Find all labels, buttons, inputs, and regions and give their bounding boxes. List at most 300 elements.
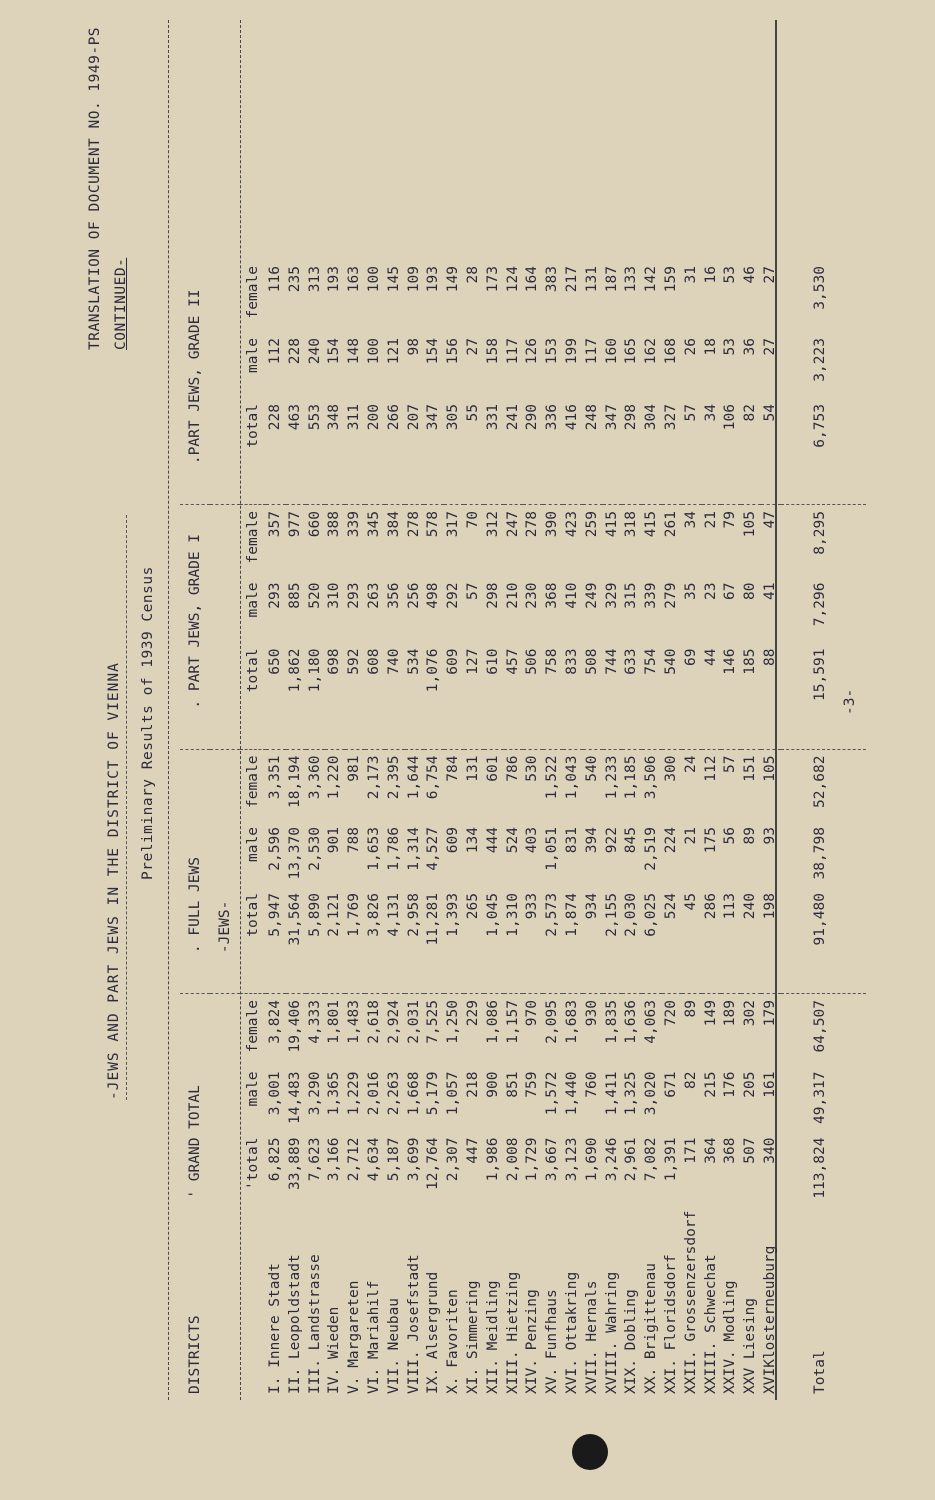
column-gap	[325, 470, 345, 505]
column-subheader: male	[245, 338, 261, 373]
value-cell: 44	[702, 648, 719, 667]
table-row	[345, 260, 365, 1400]
table-top-rule	[168, 20, 169, 1400]
value-cell: 315	[623, 582, 640, 609]
value-cell: 3,123	[563, 1137, 580, 1182]
value-cell: 786	[504, 755, 521, 782]
value-cell: 2,924	[385, 1000, 402, 1044]
column-gap	[266, 470, 286, 505]
column-gap	[622, 715, 642, 750]
district-name: XXIII. Schwechat	[702, 1254, 719, 1394]
value-cell: 553	[306, 404, 323, 431]
column-gap	[622, 470, 642, 505]
column-gap	[444, 959, 464, 994]
value-cell: 524	[504, 827, 521, 854]
value-cell: 228	[267, 404, 283, 431]
value-cell: 57	[722, 755, 739, 774]
column-gap	[464, 959, 484, 994]
value-cell: 1,986	[484, 1137, 501, 1182]
value-cell: 6,754	[425, 755, 442, 800]
district-name: XVII. Hernals	[583, 1280, 600, 1394]
value-cell: 126	[524, 338, 541, 365]
district-name: XVIKlosterneuburg	[761, 1245, 778, 1394]
value-cell: 154	[326, 338, 343, 365]
value-cell: 410	[563, 582, 580, 609]
value-cell: 934	[583, 893, 600, 920]
value-cell: 633	[623, 648, 640, 675]
value-cell: 164	[524, 266, 541, 293]
column-subheader: female	[245, 1000, 261, 1053]
column-gap	[781, 715, 866, 750]
column-gap	[642, 470, 662, 505]
value-cell: 109	[405, 266, 422, 293]
value-cell: 2,016	[365, 1071, 382, 1116]
value-cell: 293	[346, 582, 363, 609]
column-gap	[682, 715, 702, 750]
value-cell: 457	[504, 648, 521, 675]
column-gap	[583, 715, 603, 750]
table-row	[424, 260, 444, 1400]
value-cell: 384	[385, 511, 402, 538]
value-cell: 1,769	[346, 893, 363, 937]
value-cell: 1,801	[326, 1000, 343, 1044]
value-cell: 159	[662, 266, 679, 293]
value-cell: 131	[583, 266, 600, 293]
value-cell: 1,051	[544, 827, 561, 871]
value-cell: 340	[761, 1137, 778, 1164]
table-row	[662, 260, 682, 1400]
districts-header: DISTRICTS	[187, 1315, 203, 1394]
value-cell: 293	[267, 582, 283, 609]
value-cell: 2,618	[365, 1000, 382, 1044]
value-cell: 1,057	[445, 1071, 462, 1116]
value-cell: 179	[761, 1000, 778, 1027]
value-cell: 1,180	[306, 648, 323, 693]
value-cell: 759	[524, 1071, 541, 1098]
column-gap	[444, 715, 464, 750]
column-gap	[543, 470, 563, 505]
value-cell: 300	[662, 755, 679, 782]
column-subheader: male	[245, 827, 261, 862]
value-cell: 885	[286, 582, 303, 609]
column-gap	[721, 959, 741, 994]
column-gap	[741, 959, 761, 994]
value-cell: 3,223	[811, 338, 828, 382]
value-cell: 3,001	[267, 1071, 283, 1116]
value-cell: 3,351	[267, 755, 283, 800]
table-row	[405, 260, 425, 1400]
value-cell: 403	[524, 827, 541, 854]
value-cell: 26	[682, 338, 699, 356]
column-gap	[682, 959, 702, 994]
punch-hole	[572, 1434, 608, 1470]
value-cell: 154	[425, 338, 442, 365]
value-cell: 266	[385, 404, 402, 431]
value-cell: 148	[346, 338, 363, 365]
value-cell: 3,166	[326, 1137, 343, 1182]
total-label: Total	[811, 1350, 828, 1394]
column-gap	[721, 715, 741, 750]
value-cell: 368	[722, 1137, 739, 1164]
value-cell: 27	[761, 266, 778, 284]
value-cell: 1,835	[603, 1000, 620, 1044]
column-gap	[563, 959, 583, 994]
value-cell: 506	[524, 648, 541, 675]
value-cell: 241	[504, 404, 521, 431]
value-cell: 112	[267, 338, 283, 365]
value-cell: 2,095	[544, 1000, 561, 1044]
value-cell: 2,596	[267, 827, 283, 871]
column-gap	[484, 470, 504, 505]
value-cell: 2,958	[405, 893, 422, 937]
value-cell: 540	[583, 755, 600, 782]
value-cell: 416	[563, 404, 580, 431]
value-cell: 345	[365, 511, 382, 538]
value-cell: 447	[464, 1137, 481, 1164]
value-cell: 200	[365, 404, 382, 431]
value-cell: 105	[742, 511, 759, 538]
table-row	[306, 260, 326, 1400]
value-cell: 7,296	[811, 582, 828, 627]
column-gap	[642, 715, 662, 750]
value-cell: 93	[761, 827, 778, 845]
value-cell: 3,826	[365, 893, 382, 937]
value-cell: 18	[702, 338, 719, 356]
value-cell: 38,798	[811, 827, 828, 880]
value-cell: 2,530	[306, 827, 323, 871]
value-cell: 4,634	[365, 1137, 382, 1182]
continued-label: CONTINUED-	[113, 257, 129, 350]
value-cell: 27	[464, 338, 481, 356]
value-cell: 160	[603, 338, 620, 365]
value-cell: 88	[761, 648, 778, 667]
value-cell: 305	[445, 404, 462, 431]
value-cell: 185	[742, 648, 759, 675]
value-cell: 173	[484, 266, 501, 293]
value-cell: 329	[603, 582, 620, 609]
value-cell: 5,187	[385, 1137, 402, 1182]
translation-line: TRANSLATION OF DOCUMENT NO. 1949-PS	[87, 26, 103, 350]
value-cell: 317	[445, 511, 462, 538]
column-gap	[603, 959, 623, 994]
value-cell: 302	[742, 1000, 759, 1027]
value-cell: 259	[583, 511, 600, 538]
column-subheader: male	[245, 582, 261, 618]
value-cell: 1,325	[623, 1071, 640, 1116]
census-table	[180, 260, 866, 1400]
value-cell: 2,573	[544, 893, 561, 937]
column-gap	[286, 959, 306, 994]
value-cell: 1,229	[346, 1071, 363, 1116]
value-cell: 127	[464, 648, 481, 675]
value-cell: 2,031	[405, 1000, 422, 1044]
value-cell: 292	[445, 582, 462, 609]
district-name: XXII. Grossenzersdorf	[682, 1210, 699, 1394]
value-cell: 28	[464, 266, 481, 284]
value-cell: 11,281	[425, 893, 442, 946]
value-cell: 6,025	[643, 893, 660, 937]
column-gap	[781, 470, 866, 505]
value-cell: 89	[682, 1000, 699, 1018]
value-cell: 12,764	[425, 1137, 442, 1190]
value-cell: 540	[662, 648, 679, 675]
district-name: IX. Alsergrund	[425, 1271, 442, 1394]
value-cell: 298	[623, 404, 640, 431]
column-gap	[543, 715, 563, 750]
title-rule	[126, 515, 127, 1100]
column-gap	[523, 715, 543, 750]
value-cell: 89	[742, 827, 759, 845]
value-cell: 3,506	[643, 755, 660, 800]
value-cell: 388	[326, 511, 343, 538]
value-cell: 609	[445, 827, 462, 854]
value-cell: 534	[405, 648, 422, 675]
value-cell: 34	[702, 404, 719, 422]
district-name: II. Leopoldstadt	[286, 1254, 303, 1394]
value-cell: 117	[504, 338, 521, 365]
value-cell: 161	[761, 1071, 778, 1098]
value-cell: 327	[662, 404, 679, 431]
column-gap	[563, 715, 583, 750]
table-row	[563, 260, 583, 1400]
value-cell: 3,530	[811, 266, 828, 310]
value-cell: 610	[484, 648, 501, 675]
value-cell: 507	[742, 1137, 759, 1164]
value-cell: 347	[425, 404, 442, 431]
column-gap	[464, 715, 484, 750]
value-cell: 1,220	[326, 755, 343, 800]
value-cell: 55	[464, 404, 481, 422]
value-cell: 224	[662, 827, 679, 854]
value-cell: 215	[702, 1071, 719, 1098]
value-cell: 3,667	[544, 1137, 561, 1182]
value-cell: 149	[445, 266, 462, 293]
value-cell: 23	[702, 582, 719, 601]
value-cell: 31	[682, 266, 699, 284]
value-cell: 1,411	[603, 1071, 620, 1116]
column-gap	[702, 470, 722, 505]
value-cell: 3,699	[405, 1137, 422, 1182]
value-cell: 348	[326, 404, 343, 431]
value-cell: 2,121	[326, 893, 343, 937]
value-cell: 311	[346, 404, 363, 431]
value-cell: 2,307	[445, 1137, 462, 1182]
value-cell: 650	[267, 648, 283, 675]
full-jews-header: . FULL JEWS	[187, 857, 203, 954]
value-cell: 1,440	[563, 1071, 580, 1116]
value-cell: 530	[524, 755, 541, 782]
value-cell: 758	[544, 648, 561, 675]
value-cell: 240	[306, 338, 323, 365]
table-row	[504, 260, 524, 1400]
value-cell: 981	[346, 755, 363, 782]
value-cell: 199	[563, 338, 580, 365]
value-cell: 113,824	[811, 1137, 828, 1199]
column-gap	[464, 470, 484, 505]
column-gap	[662, 959, 682, 994]
value-cell: 278	[524, 511, 541, 538]
value-cell: 113	[722, 893, 739, 920]
value-cell: 205	[742, 1071, 759, 1098]
column-gap	[345, 470, 365, 505]
column-gap	[385, 959, 405, 994]
district-name: XXV Liesing	[742, 1297, 759, 1394]
value-cell: 21	[702, 511, 719, 529]
value-cell: 163	[346, 266, 363, 293]
value-cell: 1,185	[623, 755, 640, 800]
value-cell: 290	[524, 404, 541, 431]
value-cell: 153	[544, 338, 561, 365]
value-cell: 1,572	[544, 1071, 561, 1116]
column-gap	[702, 715, 722, 750]
column-gap	[642, 959, 662, 994]
column-gap	[484, 715, 504, 750]
value-cell: 609	[445, 648, 462, 675]
column-gap	[761, 715, 781, 750]
value-cell: 318	[623, 511, 640, 538]
column-gap	[365, 959, 385, 994]
total-row	[781, 260, 866, 1400]
column-gap	[306, 715, 326, 750]
value-cell: 2,030	[623, 893, 640, 937]
value-cell: 423	[563, 511, 580, 538]
column-gap	[424, 715, 444, 750]
column-gap	[761, 470, 781, 505]
value-cell: 1,636	[623, 1000, 640, 1044]
value-cell: 279	[662, 582, 679, 609]
column-gap	[702, 959, 722, 994]
value-cell: 356	[385, 582, 402, 609]
value-cell: 339	[346, 511, 363, 538]
value-cell: 508	[583, 648, 600, 675]
value-cell: 34	[682, 511, 699, 529]
table-row	[543, 260, 563, 1400]
column-gap	[484, 959, 504, 994]
value-cell: 592	[346, 648, 363, 675]
value-cell: 671	[662, 1071, 679, 1098]
value-cell: 357	[267, 511, 283, 538]
value-cell: 21	[682, 827, 699, 845]
value-cell: 1,862	[286, 648, 303, 693]
value-cell: 1,310	[504, 893, 521, 937]
value-cell: 46	[742, 266, 759, 284]
value-cell: 176	[722, 1071, 739, 1098]
value-cell: 444	[484, 827, 501, 854]
table-row	[365, 260, 385, 1400]
value-cell: 248	[583, 404, 600, 431]
district-name: XVI. Ottakring	[563, 1271, 580, 1394]
column-gap	[504, 470, 524, 505]
value-cell: 1,874	[563, 893, 580, 937]
value-cell: 1,391	[662, 1137, 679, 1182]
value-cell: 158	[484, 338, 501, 365]
value-cell: 33,889	[286, 1137, 303, 1190]
value-cell: 744	[603, 648, 620, 675]
value-cell: 56	[722, 827, 739, 845]
district-name: VI. Mariahilf	[365, 1280, 382, 1394]
value-cell: 27	[761, 338, 778, 356]
column-gap	[504, 959, 524, 994]
column-gap	[563, 470, 583, 505]
value-cell: 1,157	[504, 1000, 521, 1044]
value-cell: 3,246	[603, 1137, 620, 1182]
column-gap	[781, 959, 866, 994]
value-cell: 67	[722, 582, 739, 601]
column-gap	[325, 715, 345, 750]
value-cell: 394	[583, 827, 600, 854]
value-cell: 13,370	[286, 827, 303, 880]
value-cell: 2,519	[643, 827, 660, 871]
value-cell: 134	[464, 827, 481, 854]
column-gap	[424, 470, 444, 505]
district-name: III. Landstrasse	[306, 1254, 323, 1394]
column-gap	[385, 470, 405, 505]
table-row	[721, 260, 741, 1400]
column-gap	[523, 959, 543, 994]
value-cell: 49,317	[811, 1071, 828, 1124]
value-cell: 156	[445, 338, 462, 365]
value-cell: 1,522	[544, 755, 561, 800]
table-row	[325, 260, 345, 1400]
table-row	[523, 260, 543, 1400]
value-cell: 754	[643, 648, 660, 675]
value-cell: 117	[583, 338, 600, 365]
value-cell: 198	[761, 893, 778, 920]
value-cell: 2,961	[623, 1137, 640, 1182]
value-cell: 35	[682, 582, 699, 601]
value-cell: 498	[425, 582, 442, 609]
value-cell: 1,729	[524, 1137, 541, 1182]
column-gap	[325, 959, 345, 994]
value-cell: 105	[761, 755, 778, 782]
value-cell: 845	[623, 827, 640, 854]
column-gap	[240, 715, 266, 750]
value-cell: 1,045	[484, 893, 501, 937]
column-gap	[424, 959, 444, 994]
district-name: XIII. Hietzing	[504, 1271, 521, 1394]
value-cell: 2,008	[504, 1137, 521, 1182]
column-gap	[622, 959, 642, 994]
value-cell: 2,155	[603, 893, 620, 937]
value-cell: 1,086	[484, 1000, 501, 1044]
district-name: I. Innere Stadt	[267, 1263, 283, 1394]
value-cell: 165	[623, 338, 640, 365]
value-cell: 218	[464, 1071, 481, 1098]
value-cell: 193	[326, 266, 343, 293]
column-gap	[286, 715, 306, 750]
value-cell: 36	[742, 338, 759, 356]
value-cell: 263	[365, 582, 382, 609]
column-gap	[345, 715, 365, 750]
table-row	[484, 260, 504, 1400]
column-gap	[240, 959, 266, 994]
value-cell: 146	[722, 648, 739, 675]
part-jews-grade2-header: .PART JEWS, GRADE II	[187, 289, 203, 465]
column-subheader: female	[245, 511, 261, 564]
value-cell: 1,690	[583, 1137, 600, 1182]
value-cell: 235	[286, 266, 303, 293]
table-row	[682, 260, 702, 1400]
table-row	[583, 260, 603, 1400]
value-cell: 336	[544, 404, 561, 431]
value-cell: 261	[662, 511, 679, 538]
value-cell: 4,063	[643, 1000, 660, 1044]
value-cell: 15,591	[811, 648, 828, 701]
value-cell: 112	[702, 755, 719, 782]
part-jews-grade1-header: . PART JEWS, GRADE I	[187, 533, 203, 709]
value-cell: 1,233	[603, 755, 620, 800]
value-cell: 660	[306, 511, 323, 538]
